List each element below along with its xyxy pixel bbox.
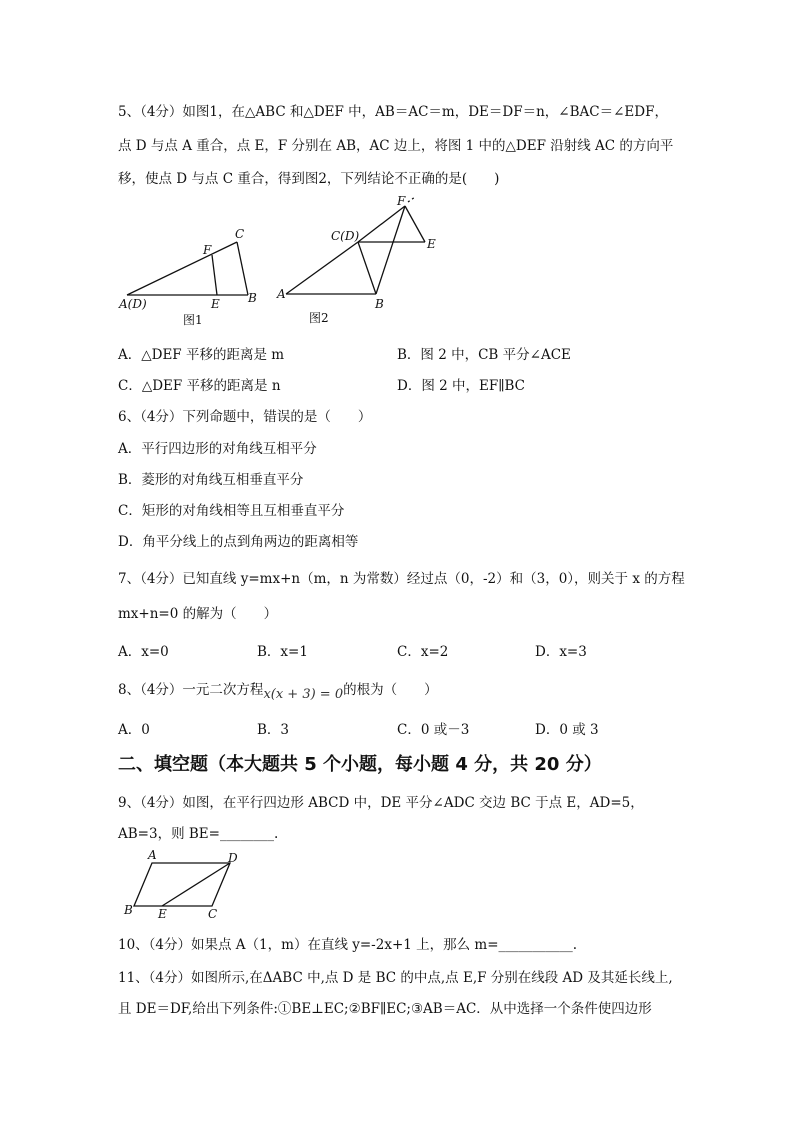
- fig1-label-B: B: [248, 291, 257, 305]
- q8-option-b[interactable]: B．3: [257, 722, 290, 738]
- fig1-label-F: F: [203, 243, 212, 257]
- fig2-label-A: A: [277, 287, 286, 301]
- fig2-label-CD: C(D): [331, 229, 360, 243]
- q9-stem-line-1: 9、（4分）如图，在平行四边形 ABCD 中，DE 平分∠ADC 交边 BC 于点 E，AD=5，: [118, 795, 644, 811]
- q5-option-a[interactable]: A．△DEF 平移的距离是 m: [118, 347, 285, 363]
- q5-figure-2: [275, 192, 450, 332]
- q5-figure-1: [115, 222, 265, 332]
- fig2-label-E: E: [427, 237, 436, 251]
- q7-stem-line-2: mx+n=0 的解为（ ）: [118, 606, 278, 622]
- q7-option-c[interactable]: C．x=2: [397, 644, 449, 660]
- fig2-segment-FE: [405, 206, 425, 242]
- q6-option-d[interactable]: D．角平分线上的点到角两边的距离相等: [118, 534, 359, 550]
- q5-option-d[interactable]: D．图 2 中，EF∥BC: [397, 378, 525, 394]
- q9-stem-line-2: AB=3，则 BE=________.: [118, 826, 279, 842]
- fig2-segment-AC: [286, 242, 358, 294]
- q6-option-a[interactable]: A．平行四边形的对角线互相平分: [118, 441, 317, 457]
- q8-option-a[interactable]: A．0: [118, 722, 150, 738]
- fig1-label-A: A(D): [119, 297, 147, 311]
- q8-option-d[interactable]: D．0 或 3: [535, 722, 599, 738]
- q8-stem: [118, 678, 438, 702]
- q6-stem: 6、（4分）下列命题中，错误的是（ ）: [118, 409, 372, 425]
- q7-option-d[interactable]: D．x=3: [535, 644, 587, 660]
- q8-stem-prefix: 8、（4分）一元二次方程: [118, 682, 264, 698]
- q9-segment-DE: [162, 863, 230, 906]
- q11-stem-line-2: 且 DE＝DF,给出下列条件:①BE⊥EC;②BF∥EC;③AB＝AC．从中选择一个条件使四边形: [118, 1001, 652, 1017]
- q7-option-b[interactable]: B．x=1: [257, 644, 308, 660]
- q5-stem-line-3: 移，使点 D 与点 C 重合，得到图2，下列结论不正确的是( ): [118, 171, 500, 187]
- q10-stem: 10、（4分）如果点 A（1，m）在直线 y=-2x+1 上，那么 m=___________.: [118, 937, 578, 953]
- fig1-segment-CB: [237, 242, 248, 295]
- q8-stem-suffix: 的根为（ ）: [343, 682, 438, 698]
- q8-option-c[interactable]: C．0 或－3: [397, 722, 470, 738]
- fig2-label-F: F: [397, 194, 406, 208]
- q7-stem-line-1: 7、（4分）已知直线 y=mx+n（m，n 为常数）经过点（0，-2）和（3，0），则关于 x 的方程: [118, 571, 685, 587]
- q6-option-b[interactable]: B．菱形的对角线互相垂直平分: [118, 472, 304, 488]
- q9-label-E: E: [158, 907, 167, 921]
- fig2-caption: 图2: [309, 311, 329, 325]
- fig1-segment-FE: [212, 255, 217, 295]
- q9-label-D: D: [228, 851, 238, 865]
- fig1-segment-AC: [127, 242, 237, 295]
- q9-label-B: B: [124, 903, 133, 917]
- fig2-segment-CF: [358, 206, 405, 242]
- q5-option-c[interactable]: C．△DEF 平移的距离是 n: [118, 378, 281, 394]
- q9-figure-parallelogram: [118, 848, 248, 923]
- fig1-caption: 图1: [183, 313, 203, 327]
- section-heading-fill-in: 二、填空题（本大题共 5 个小题，每小题 4 分，共 20 分）: [118, 754, 602, 775]
- fig2-segment-BF: [376, 206, 405, 294]
- q9-parallelogram-ABCD: [134, 863, 230, 906]
- q9-label-A: A: [148, 848, 157, 862]
- q5-stem-line-2: 点 D 与点 A 重合，点 E，F 分别在 AB，AC 边上，将图 1 中的△DEF 沿射线 AC 的方向平: [118, 138, 674, 154]
- fig2-segment-CB: [358, 242, 376, 294]
- q7-option-a[interactable]: A．x=0: [118, 644, 169, 660]
- fig1-label-C: C: [235, 227, 245, 241]
- q11-stem-line-1: 11、（4分）如图所示,在ΔABC 中,点 D 是 BC 的中点,点 E,F 分别在线段 AD 及其延长线上,: [118, 970, 673, 986]
- q6-option-c[interactable]: C．矩形的对角线相等且互相垂直平分: [118, 503, 345, 519]
- fig2-label-B: B: [375, 297, 384, 311]
- fig2-ray-extension: [408, 197, 415, 202]
- q8-formula: x(x + 3) = 0: [263, 687, 344, 702]
- q5-stem-line-1: 5、（4分）如图1，在△ABC 和△DEF 中，AB＝AC＝m，DE＝DF＝n，∠BAC＝∠EDF，: [118, 104, 668, 120]
- q9-label-C: C: [208, 907, 218, 921]
- q5-option-b[interactable]: B．图 2 中，CB 平分∠ACE: [397, 347, 571, 363]
- fig1-label-E: E: [211, 297, 220, 311]
